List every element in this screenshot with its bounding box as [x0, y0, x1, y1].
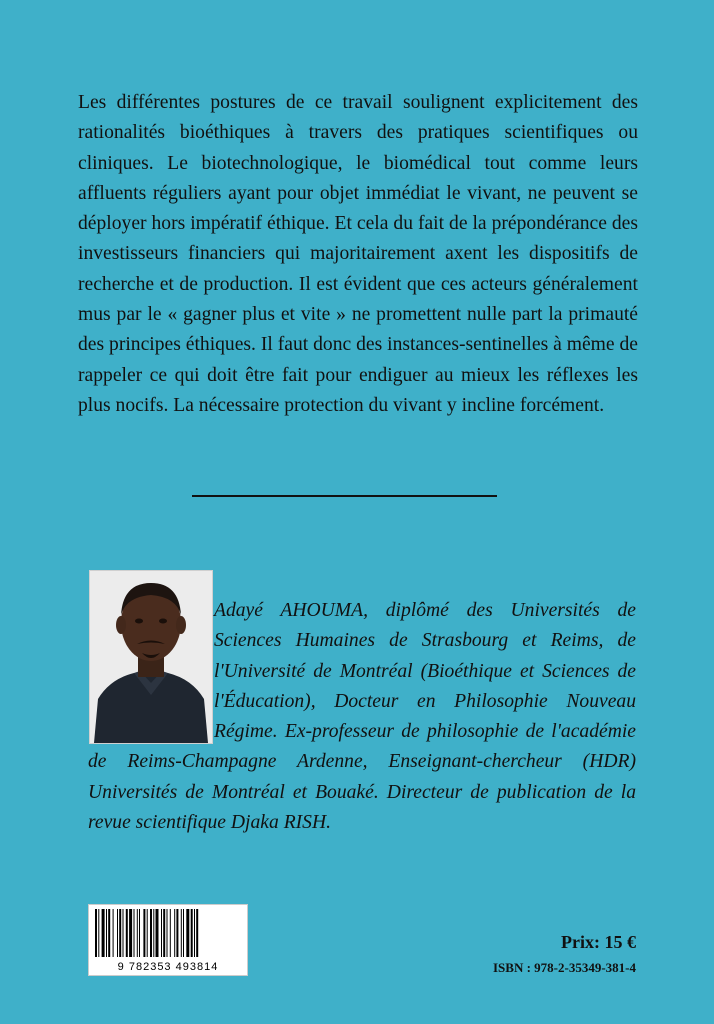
barcode-bar: [163, 909, 165, 957]
barcode-bar: [174, 909, 175, 957]
barcode-bar: [134, 909, 135, 957]
barcode-bar: [191, 909, 193, 957]
isbn-label: ISBN : 978-2-35349-381-4: [493, 960, 636, 975]
author-bio-text: Adayé AHOUMA, diplômé des Universités de Sciences Humaines de Strasbourg et Reims, de l'Université de Montréal (Bioéthique et Sciences de l'Éducation), Docteur en Philosophie Nouveau Régime. Ex-professeur de philosophie de l'académie de Reims-Champagne Ardenne, Enseignant-chercheur (HDR) Universités de Montréal et Bouaké. Directeur de publication de la revue scientifique Djaka RISH.: [88, 600, 636, 834]
barcode-bar: [126, 909, 128, 957]
barcode-bar: [102, 909, 105, 957]
price-label: Prix: 15 €: [561, 932, 636, 952]
barcode-bar: [113, 909, 114, 957]
barcode-bar: [170, 909, 171, 957]
author-bio: [88, 596, 636, 838]
barcode-bar: [153, 909, 154, 957]
barcode-bar: [161, 909, 162, 957]
barcode-bar: [186, 909, 189, 957]
barcode-bar: [194, 909, 195, 957]
barcode-bar: [183, 909, 184, 957]
barcode-bar: [117, 909, 118, 957]
photo-spacer: [88, 596, 214, 744]
barcode-bar: [129, 909, 132, 957]
barcode-bar: [119, 909, 121, 957]
barcode-bar: [196, 909, 198, 957]
barcode-bar: [143, 909, 145, 957]
barcode-bar: [139, 909, 140, 957]
isbn-barcode: [88, 904, 248, 976]
barcode-bar: [150, 909, 152, 957]
barcode-bar: [95, 909, 97, 957]
barcode-bar: [181, 909, 182, 957]
barcode-bar: [176, 909, 178, 957]
barcode-number: 9 782353 493814: [117, 961, 219, 973]
barcode-bar: [156, 909, 159, 957]
barcode-bar: [108, 909, 110, 957]
barcode-bar: [106, 909, 107, 957]
barcode-bar: [98, 909, 99, 957]
barcode-bar: [123, 909, 124, 957]
barcode-bar: [167, 909, 168, 957]
back-cover-summary: Les différentes postures de ce travail soulignent explicitement des rationalités bioéthiques à travers des pratiques scientifiques ou cliniques. Le biotechnologique, le biomédical tout comme leurs affluents réguliers ayant pour objet immédiat le vivant, ne peuvent se déployer hors impératif éthique. Et cela du fait de la prépondérance des investisseurs financiers qui majoritairement axent les dispositifs de recherche et de production. Il est évident que ces acteurs généralement mus par le « gagner plus et vite » ne promettent nulle part la primauté des principes éthiques. Il faut donc des instances-sentinelles à même de rappeler ce qui doit être fait pour endiguer au mieux les réflexes les plus nocifs. La nécessaire protection du vivant y incline forcément.: [78, 92, 638, 416]
divider-line: [192, 495, 497, 497]
barcode-bar: [147, 909, 148, 957]
barcode-bar: [137, 909, 138, 957]
